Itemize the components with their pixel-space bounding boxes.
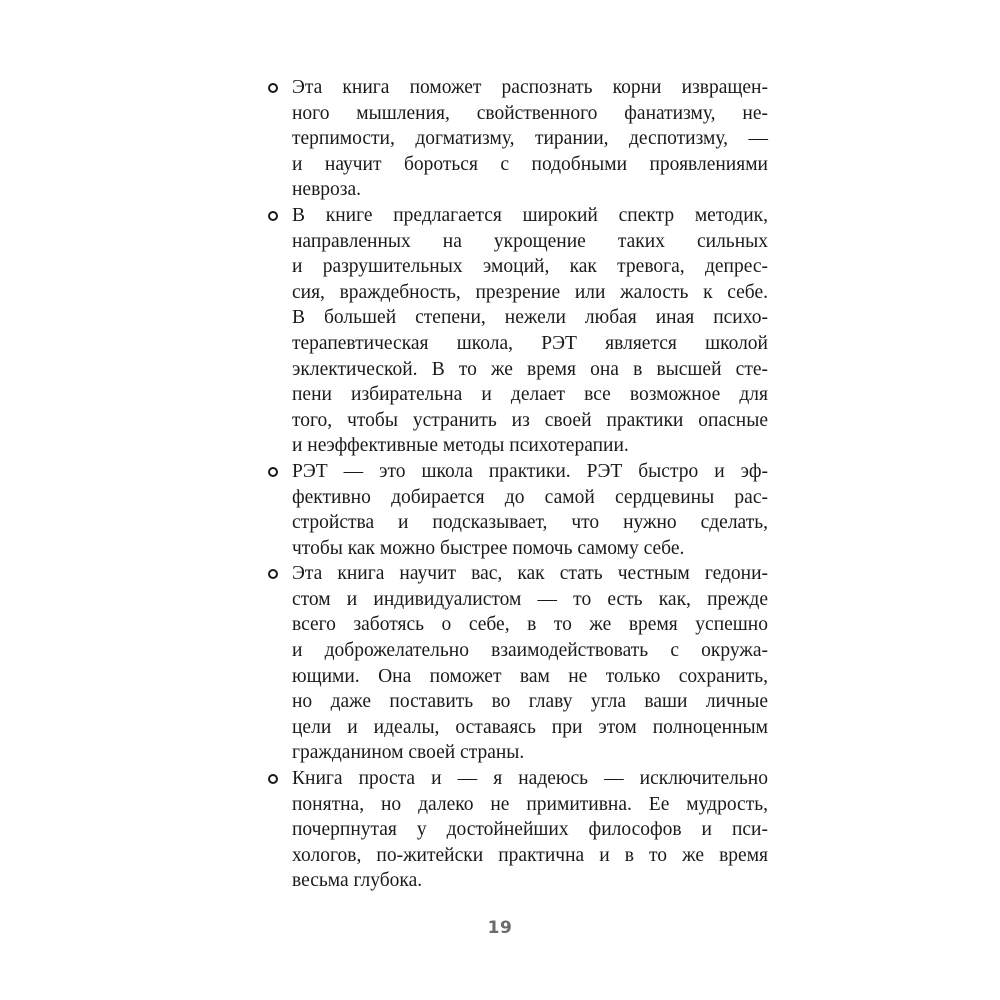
text-line: сия, враждебность, презрение или жалость к себе. (292, 281, 768, 303)
list-item (268, 75, 768, 203)
text-line: почерпнутая у достойнейших философов и пси- (292, 819, 768, 841)
page-number: 19 (487, 918, 513, 938)
text-line: всего заботясь о себе, в то же время успешно (292, 614, 768, 636)
list-item (268, 766, 768, 894)
text-line: и неэффективные методы психотерапии. (292, 435, 629, 457)
text-line: и научит бороться с подобными проявлениями (292, 153, 768, 175)
text-line: терпимости, догматизму, тирании, деспотизму, — (292, 128, 768, 150)
text-line: терапевтическая школа, РЭТ является школой (292, 332, 768, 354)
text-line: ного мышления, свойственного фанатизму, не- (292, 102, 768, 124)
text-line: стом и индивидуалистом — то есть как, прежде (292, 588, 768, 610)
text-line: и доброжелательно взаимодействовать с окружа- (292, 640, 768, 662)
text-line: и разрушительных эмоций, как тревога, депрес- (292, 256, 768, 278)
circle-bullet-icon (268, 83, 278, 93)
circle-bullet-icon (268, 569, 278, 579)
text-line: РЭТ — это школа практики. РЭТ быстро и эф- (292, 460, 768, 482)
text-line: Эта книга научит вас, как стать честным гедони- (292, 563, 768, 585)
circle-bullet-icon (268, 211, 278, 221)
text-line: ющими. Она поможет вам не только сохранить, (292, 665, 768, 687)
text-line: пени избирательна и делает все возможное для (292, 384, 768, 406)
text-line: направленных на укрощение таких сильных (292, 230, 768, 252)
text-line: того, чтобы устранить из своей практики опасные (292, 409, 768, 431)
list-item (268, 459, 768, 561)
text-line: В большей степени, нежели любая иная психо- (292, 307, 768, 329)
text-line: цели и идеалы, оставаясь при этом полноценным (292, 716, 768, 738)
bullet-list (268, 75, 768, 894)
text-line: но даже поставить во главу угла ваши личные (292, 691, 768, 713)
circle-bullet-icon (268, 774, 278, 784)
text-line: Эта книга поможет распознать корни извращен- (292, 77, 768, 98)
text-line: гражданином своей страны. (292, 742, 525, 764)
text-line: чтобы как можно быстрее помочь самому себе. (292, 537, 685, 559)
list-item (268, 561, 768, 766)
text-line: стройства и подсказывает, что нужно сделать, (292, 512, 768, 534)
text-line: понятна, но далеко не примитивна. Ее мудрость, (292, 793, 768, 815)
text-line: хологов, по-житейски практична и в то же время (292, 844, 768, 866)
list-item (268, 203, 768, 459)
text-line: В книге предлагается широкий спектр методик, (292, 204, 768, 226)
text-line: Книга проста и — я надеюсь — исключительно (292, 768, 768, 790)
text-line: эклектической. В то же время она в высшей сте- (292, 358, 768, 380)
text-line: фективно добирается до самой сердцевины рас- (292, 486, 768, 508)
text-line: невроза. (292, 179, 362, 201)
circle-bullet-icon (268, 467, 278, 477)
text-line: весьма глубока. (292, 870, 423, 892)
